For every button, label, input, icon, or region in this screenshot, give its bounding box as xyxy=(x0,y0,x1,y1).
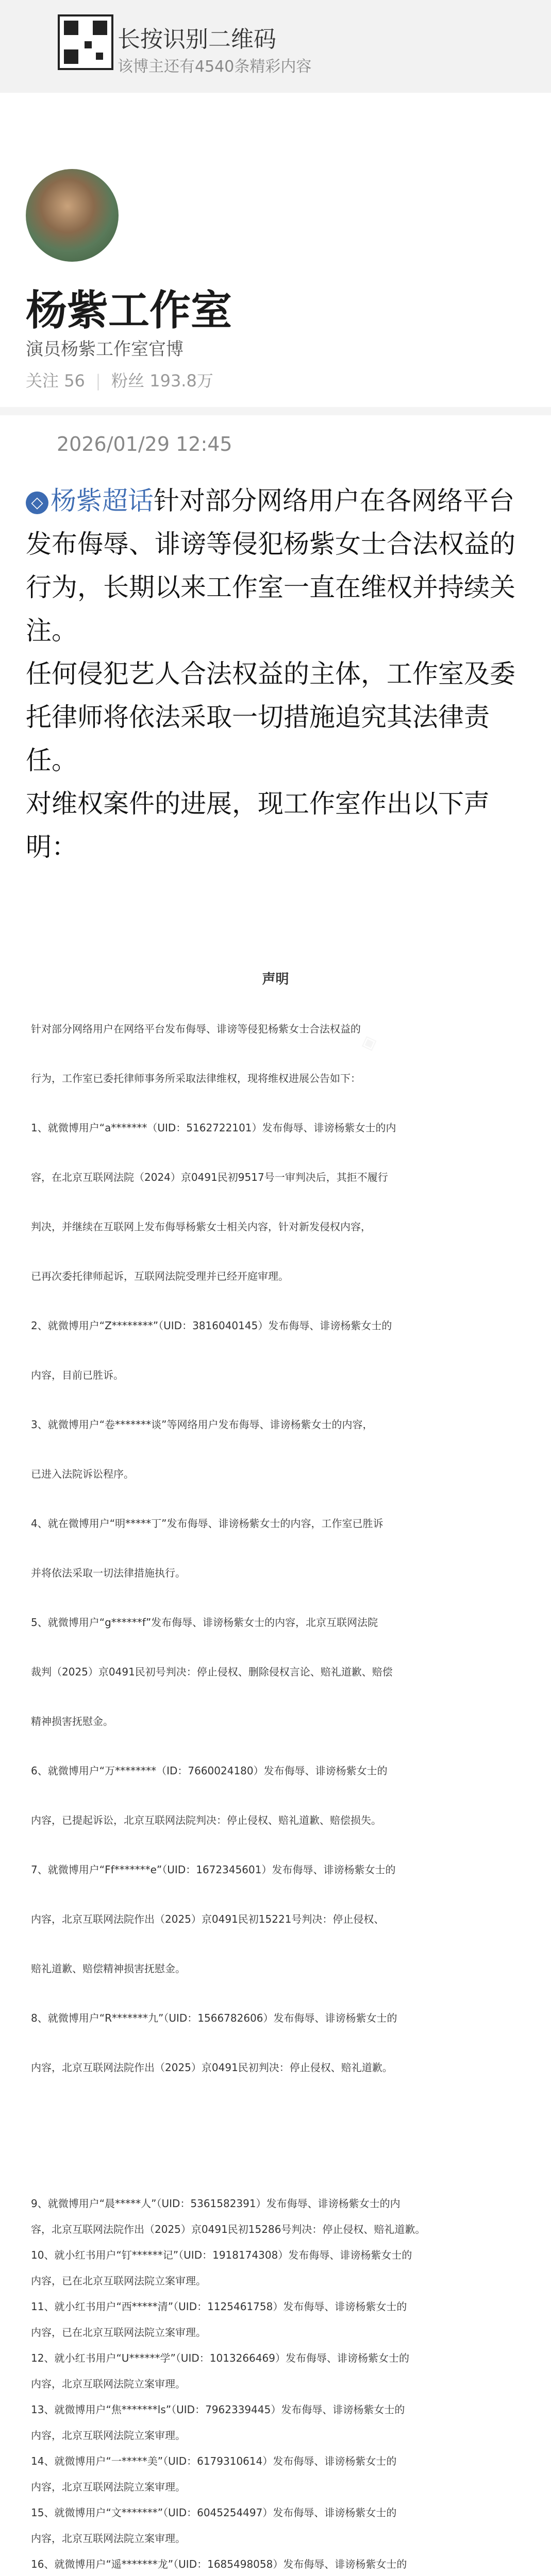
follow-label: 关注 xyxy=(26,371,59,391)
doc-line: 5、就微博用户“g******f”发布侮辱、诽谤杨紫女士的内容，北京互联网法院 xyxy=(31,1616,378,1629)
doc-line: 内容，北京互联网法院作出（2025）京0491民初15221号判决：停止侵权、 xyxy=(31,1913,385,1925)
topic-tag[interactable] xyxy=(26,486,154,516)
follow-count: 56 xyxy=(64,371,85,391)
profile-role: 演员杨紫工作室官博 xyxy=(26,339,183,360)
section-divider xyxy=(0,407,551,415)
doc-line: 2、就微博用户“Z********”（UID：3816040145）发布侮辱、诽谤杨紫女士的 xyxy=(31,1319,392,1332)
doc-line: 内容，已提起诉讼，北京互联网法院判决：停止侵权、赔礼道歉、赔偿损失。 xyxy=(31,1814,381,1826)
qr-code-icon[interactable] xyxy=(58,14,113,70)
fans-count: 193.8万 xyxy=(149,371,213,391)
doc-line: 15、就微博用户“文*******”（UID：6045254497）发布侮辱、诽谤杨紫女士的 xyxy=(31,2506,397,2519)
doc-title: 声明 xyxy=(262,972,289,987)
stats-divider: | xyxy=(95,371,101,391)
doc-line: 内容，目前已胜诉。 xyxy=(31,1369,124,1381)
qr-title: 长按识别二维码 xyxy=(118,26,276,53)
doc-line: 内容，北京互联网法院立案审理。 xyxy=(31,2378,186,2390)
doc-line: 判决，并继续在互联网上发布侮辱杨紫女士相关内容，针对新发侵权内容， xyxy=(31,1221,371,1233)
doc-line: 容，在北京互联网法院（2024）京0491民初9517号一审判决后，其拒不履行 xyxy=(31,1171,388,1183)
qr-banner[interactable] xyxy=(0,0,551,93)
doc-line: 9、就微博用户“晨*****人”（UID：5361582391）发布侮辱、诽谤杨紫女士的内 xyxy=(31,2197,400,2210)
doc-line: 8、就微博用户“R*******九”（UID：1566782606）发布侮辱、诽谤杨紫女士的 xyxy=(31,2012,397,2024)
qr-subtitle: 该博主还有4540条精彩内容 xyxy=(118,58,312,76)
doc-line: 已进入法院诉讼程序。 xyxy=(31,1468,134,1480)
doc-line: 内容，已在北京互联网法院立案审理。 xyxy=(31,2275,206,2287)
profile-name[interactable]: 杨紫工作室 xyxy=(26,286,232,334)
doc-line: 6、就微博用户“万********（ID：7660024180）发布侮辱、诽谤杨紫女士的 xyxy=(31,1765,388,1777)
doc-line: 并将依法采取一切法律措施执行。 xyxy=(31,1567,186,1579)
doc-line: 1、就微博用户“a*******（UID：5162722101）发布侮辱、诽谤杨紫女士的内 xyxy=(31,1122,396,1134)
doc-line: 行为，工作室已委托律师事务所采取法律维权，现将维权进展公告如下： xyxy=(31,1072,361,1084)
doc-line: 4、就在微博用户“明*****丁”发布侮辱、诽谤杨紫女士的内容，工作室已胜诉 xyxy=(31,1517,383,1530)
doc-line: 内容，北京互联网法院作出（2025）京0491民初判决：停止侵权、赔礼道歉。 xyxy=(31,2061,393,2074)
doc-line: 内容，已在北京互联网法院立案审理。 xyxy=(31,2326,206,2338)
profile-stats xyxy=(26,368,213,392)
doc-line: 13、就微博用户“焦*******ls”（UID：7962339445）发布侮辱、诽谤杨紫女士的 xyxy=(31,2403,405,2416)
post-paragraph-2: 任何侵犯艺人合法权益的主体，工作室及委托律师将依法采取一切措施追究其法律责任。 xyxy=(26,659,515,775)
post-paragraph-1 xyxy=(26,479,526,652)
doc-line: 精神损害抚慰金。 xyxy=(31,1715,113,1727)
post-date: 2026/01/29 12:45 xyxy=(57,433,232,455)
super-topic-icon: ◇ xyxy=(26,492,48,514)
doc-line: 14、就微博用户“一*****美”（UID：6179310614）发布侮辱、诽谤杨紫女士的 xyxy=(31,2455,397,2467)
doc-line: 内容，北京互联网法院立案审理。 xyxy=(31,2429,186,2442)
post-body xyxy=(26,479,526,869)
doc-line: 内容，北京互联网法院立案审理。 xyxy=(31,2532,186,2545)
doc-line: 内容，北京互联网法院立案审理。 xyxy=(31,2481,186,2493)
doc-line: 7、就微博用户“Ff*******e”（UID：1672345601）发布侮辱、诽谤杨紫女士的 xyxy=(31,1863,396,1876)
statement-image-1[interactable] xyxy=(0,927,551,2164)
doc-line: 10、就小红书用户“钉******记”（UID：1918174308）发布侮辱、诽谤杨紫女士的 xyxy=(31,2249,412,2261)
topic-tag-label: 杨紫超话 xyxy=(51,486,154,516)
statement-image-2[interactable] xyxy=(0,2164,551,2576)
avatar[interactable] xyxy=(26,169,119,262)
doc-line: 3、就微博用户“卷*******谈”等网络用户发布侮辱、诽谤杨紫女士的内容， xyxy=(31,1418,373,1431)
doc-line: 11、就小红书用户“西*****清”（UID：1125461758）发布侮辱、诽谤杨紫女士的 xyxy=(31,2300,407,2313)
post-paragraph-3: 对维权案件的进展，现工作室作出以下声明： xyxy=(26,789,490,862)
doc-line: 容，北京互联网法院作出（2025）京0491民初15286号判决：停止侵权、赔礼道歉。 xyxy=(31,2223,426,2235)
doc-line: 12、就小红书用户“U******学”（UID：1013266469）发布侮辱、诽谤杨紫女士的 xyxy=(31,2352,409,2364)
fans-label: 粉丝 xyxy=(111,371,145,391)
doc-line: 裁判（2025）京0491民初号判决：停止侵权、删除侵权言论、赔礼道歉、赔偿 xyxy=(31,1666,393,1678)
doc-line: 赔礼道歉、赔偿精神损害抚慰金。 xyxy=(31,1962,186,1975)
doc-line: 16、就微博用户“遥*******龙”（UID：1685498058）发布侮辱、诽谤杨紫女士的 xyxy=(31,2558,407,2570)
doc-line: 针对部分网络用户在网络平台发布侮辱、诽谤等侵犯杨紫女士合法权益的 xyxy=(31,1023,361,1035)
doc-line: 已再次委托律师起诉，互联网法院受理并已经开庭审理。 xyxy=(31,1270,289,1282)
post-text-1: 针对部分网络用户在各网络平台发布侮辱、诽谤等侵犯杨紫女士合法权益的行为，长期以来工作室一直在维权并持续关注。 xyxy=(26,486,515,646)
